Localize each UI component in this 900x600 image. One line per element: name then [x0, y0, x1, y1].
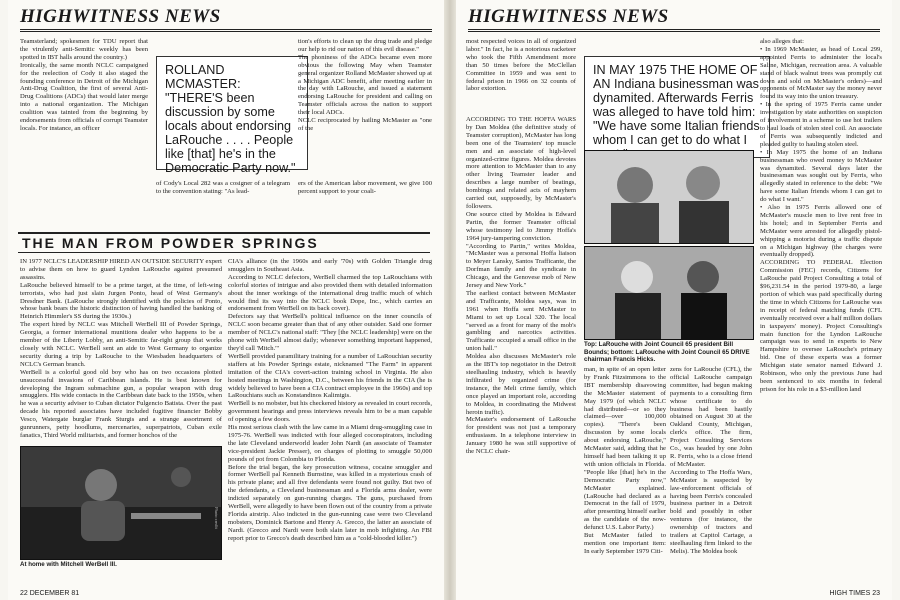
left-page [8, 0, 444, 600]
right-masthead: HIGHWITNESS NEWS [468, 6, 880, 30]
right-footer: HIGH TIMES 23 [829, 590, 880, 597]
left-col3-top-text: tion's efforts to clean up the drug trade and pledge our help to rid our nation of this evil disease." The phoniness of the ADCs became even more obvious the following May when Teamster general organizer Rolland McMaster showed up at a Michigan ADC benefit, after meeting earlier in the day with LaRouche, and issued a statement endorsing LaRouche for president and calling on Teamster officials across the nation to support their local ADCs. NCLC reciprocated by hailing McMaster as "one of the [298, 38, 432, 132]
right-col3-bottom-text: zens for LaRouche (CFL), the official LaRouche campaign committee, had begun making payments to a consulting firm whose certificate to do business had been hastily obtained on August 30 at the Oakland County, Michigan, clerk's office. The firm, Project Consulting Services Co., was headed by one John R. Ferris, who is a close friend of McMaster. According to The Hoffa Wars, McMaster is suspected by law-enforcement officials of having been Ferris's concealed business partner in a Detroit bold and possibly in other ventures (for instance, the ownership of tractors and trailers at Capitol Cartage, a steelhauling firm linked to the Melis). The Moldea book [670, 366, 752, 555]
larouche-photo-bottom [584, 246, 754, 340]
photo-credit: Photo credit [214, 507, 219, 529]
larouche-photo-top [584, 150, 754, 244]
left-col1-top-text: Teamsterland; spokesmen for TDU report that the virulently anti-Semitic weekly has been spotted in IBT halls around the country.) Ironically, the same month NCLC campaigned for the reelection of Cody it also staged the founding conference in Detroit of the Michigan Anti-Drug Coalition, the first of several Anti-Drug Coalitions (ADCs) that would later merge into a national organization. The Michigan coalition was tainted from the beginning by endorsements from officials of corrupt Teamster locals. For instance, an officer [20, 38, 148, 132]
right-pull-quote: IN MAY 1975 THE HOME OF AN Indiana businessman was dynamited. Afterwards Ferris was alleged to have told him: "We have some Italian friends whom I can get to do what I [584, 56, 770, 158]
spread-gutter [444, 0, 456, 600]
left-footer: 22 DECEMBER 81 [20, 590, 80, 597]
left-masthead: HIGHWITNESS NEWS [20, 6, 432, 30]
right-article-col1: ACCORDING TO THE HOFFA WARS by Dan Moldea (the definitive study of Teamster corruption), McMaster has long been one of the Teamsters' top muscle men and an associate of high-level organized-crime figures. Moldea devotes more attention to McMaster than to any other living Teamster leader and describes a large number of beatings, bombings and related acts of mayhem carried out, supposedly, by McMaster's followers. One source cited by Moldea is Edward Partin, the former Teamster official whose testimony led to Jimmy Hoffa's 1964 jury-tampering conviction. "According to Partin," writes Moldea, "McMaster was a personal Hoffa liaison to Meyer Lansky, Santos Trafficante, the Dorfman family and the syndicate in Chicago, and the Genovese mob of New Jersey and New York." The earliest contact between McMaster and Trafficante, Moldea says, was in 1961 when Hoffa sent McMaster to Miami to set up Local 320. The local "served as a front for many of the mob's gambling and narcotics activities. Trafficante occupied a small office in the union hall." Moldea also discusses McMaster's role as the IBT's top negotiator in the Detroit steelhauling industry, which is heavily infiltrated by organized crime (for instance, the Meli crime family, which once played an important role, according to Moldea, in coordinating the Midwest heroin traffic). McMaster's endorsement of LaRouche for president was not just a temporary enthusiasm. In a telephone interview in January 1980 he was still supportive of the NCLC chair- [466, 116, 576, 456]
right-col4-text: also alleges that: • In 1969 McMaster, as head of Local 299, appointed Ferris to administer the local's Saline, Michigan, recreation area. A valuable stand of black walnut trees was promptly cut down and sold on McMaster's orders)—and opponents of McMaster say the money never found its way into the union treasury. • In the spring of 1975 Ferris came under investigation by state authorities on suspicion of involvement in a scheme to use hot trailers to haul loads of stolen steel coil. An associate of Ferris was subsequently indicted and pleaded guilty to hauling stolen steel. • In May 1975 the home of an Indiana businessman who owed money to McMaster was dynamited. Several days later the businessman was sought out by Ferris, who allegedly stated in reference to the debt: "We have some Italian friends whom I can get to do what I want." • Also in 1975 Ferris allowed one of McMaster's muscle men to live rent free in his hotel; and in September Ferris and McMaster were arrested for allegedly pistol-whipping a motorist during a traffic dispute on a Michigan highway (the charges were eventually dropped). ACCORDING TO FEDERAL Election Commission (FEC) records, Citizens for LaRouche paid Project Consulting a total of $96,231.54 in the period 1979-80, a large portion of which was paid specifically during the time in which Citizens for LaRouche was in receipt of federal matching funds (CFL eventually received over a half million dollars in taxpayers' money). Project Consulting's main function for the Lyndon LaRouche campaign was to send in experts to New Hampshire to oversee LaRouche's primary bid. One of these experts was a former Michigan state senator named Edward J. Robinson, who only the previous June had been sentenced to six months in federal prison for his role in a $3-million land [760, 38, 882, 393]
right-col1-top-text: most respected voices in all of organized labor." In fact, he is a notorious racketeer who took the Fifth Amendment more than 50 times before the McClellan Committee in 1959 and was sent to federal prison in 1966 on 32 counts of labor extortion. [466, 38, 576, 93]
right-col2-bottom-text: man, in spite of an open letter by Frank Fitzsimmons to the IBT membership disavowing the McMaster statement of May 1979 (of which NCLC had distributed—or so they claimed—over 100,000 copies). "There's been discussion by some locals about endorsing LaRouche," McMaster said, adding that he himself had been talking it up with union officials in Florida. "People like [that] he's in the Democratic Party now," McMaster explained. (LaRouche had declared as a Democrat in the fall of 1979, after presenting himself earlier as the candidate of the now-defunct U.S. Labor Party.) But McMaster failed to mention one important item: In early September 1979 Citi- [584, 366, 666, 555]
left-article-col1: IN 1977 NCLC'S LEADERSHIP HIRED AN OUTSIDE SECURITY expert to advise them on how to guard Lyndon LaRouche against presumed assassins. LaRouche believed himself to be a prime target, at the time, of left-wing terrorists, who had just slain Jurgen Ponto, head of West Germany's Dresdner Bank. (LaRouche strongly identified with the policies of Ponto, whose bank bears the historic distinction of having handled the banking of Heinrich Himmler's SS during the 1930s.) The expert hired by NCLC was Mitchell WerBell III of Powder Springs, Georgia, a former international munitions dealer who happens to be a member of the Liberty Lobby, an anti-Semitic far-right group that works closely with NCLC. WerBell sent an aide to West Germany to organize security during a trip by LaRouche to the Wiesbaden headquarters of NCLC's German branch. WerBell is a colorful good old boy who has on two occasions plotted unsuccessful invasions of Caribbean islands. He is best known for developing the Ingram submachine gun, a popular weapon with drug smugglers. His wide contacts in the Caribbean date back to the 1950s, when he was a security adviser to Cuban dictator Fulgencio Batista. Over the past decade his reported associates have included fugitive financier Bobby Vesco, Watergate burglar Frank Sturgis and a strange assortment of gunrunners, petty hoodlums, mercenaries, superpatriots, Cuban exile fanatics, Third World militarists, and former honchos of the [20, 258, 222, 438]
left-col3-bottom-text: ers of the American labor movement, we give 100 percent support to your coali- [298, 180, 432, 195]
section-title: THE MAN FROM POWDER SPRINGS [18, 232, 430, 253]
left-col2-bottom-text: of Cody's Local 282 was a cosigner of a telegram to the convention stating: "As lead- [156, 180, 290, 195]
left-article-col2: CIA's alliance (in the 1960s and early '70s) with Golden Triangle drug smugglers in Southeast Asia. According to NCLC defectors, WerBell charmed the top LaRouchians with colorful stories of intrigue and also provided them with detailed information about the inner workings of the international drug traffic much of which would find its way into the NCLC book Dope, Inc., which carries an endorsement from WerBell on its back cover). Defectors say that WerBell's political influence on the inner councils of NCLC soon became greater than that of any other outsider. Said one former member of NCLC's national staff: "They [the NCLC leadership] were on the phone with WerBell almost daily; whenever something important happened, they'd call 'Mitch.'" WerBell provided paramilitary training for a number of LaRouchian security staffers at his Powder Springs estate, nicknamed "The Farm" in apparent imitation of the CIA's covert-action training school in Virginia. He also hosted meetings in Washington, D.C., between his friends in the CIA (he is widely believed to have been a CIA contract employee in the 1960s) and top LaRouchians such as Konstandinos Kalimtgis. WerBell is no mobster, but his checkered history as revealed in court records, government hearings and press interviews reveals him to be a man capable of opening a few doors. His most serious clash with the law came in a Miami drug-smuggling case in 1975-76. WerBell was indicted with four alleged coconspirators, including the late Cleveland underworld leader John Nardi (an associate of Teamster vice-president Jackie Presser), on charges of plotting to smuggle 50,000 pounds of pot from Colombia to Florida. Before the trial began, the key prosecution witness, cocaine smuggler and former WerBell pal Kenneth Burnstine, was killed in a mysterious crash of his private plane; and all five defendants were found not guilty. But two of the defendants, a Cleveland businessman and a Florida arms dealer, were indicted separately on gun-running charges. The guns, purchased from WerBell, were allegedly to have been flown out of the country from a private Florida airstrip. Also indicted in the gun-running case were two Cleveland mobsters, Dominick Bartone and Henry A. Grecco, the latter an associate of Nardi. (Grecco and Nardi were both slain later in mob infighting. An FBI report prior to Grecco's death described him as a "cold-blooded killer.") [228, 258, 432, 542]
larouche-photo-caption: Top: LaRouche with Joint Council 65 president Bill Bounds; bottom: LaRouche with Joint Council 65 DRIVE chairman Francis Hicks. [584, 341, 750, 364]
larouche-photo-bottom-image [585, 247, 753, 339]
right-page [456, 0, 892, 600]
left-pull-quote: ROLLAND MCMASTER: "THERE'S been discussion by some locals about endorsing LaRouche . . . . People like [that] he's in the Democratic Party now." [156, 56, 308, 170]
werbell-photo [20, 446, 222, 560]
werbell-photo-image [21, 447, 221, 559]
larouche-photo-top-image [585, 151, 753, 243]
werbell-photo-caption: At home with Mitchell WerBell III. [20, 561, 117, 568]
